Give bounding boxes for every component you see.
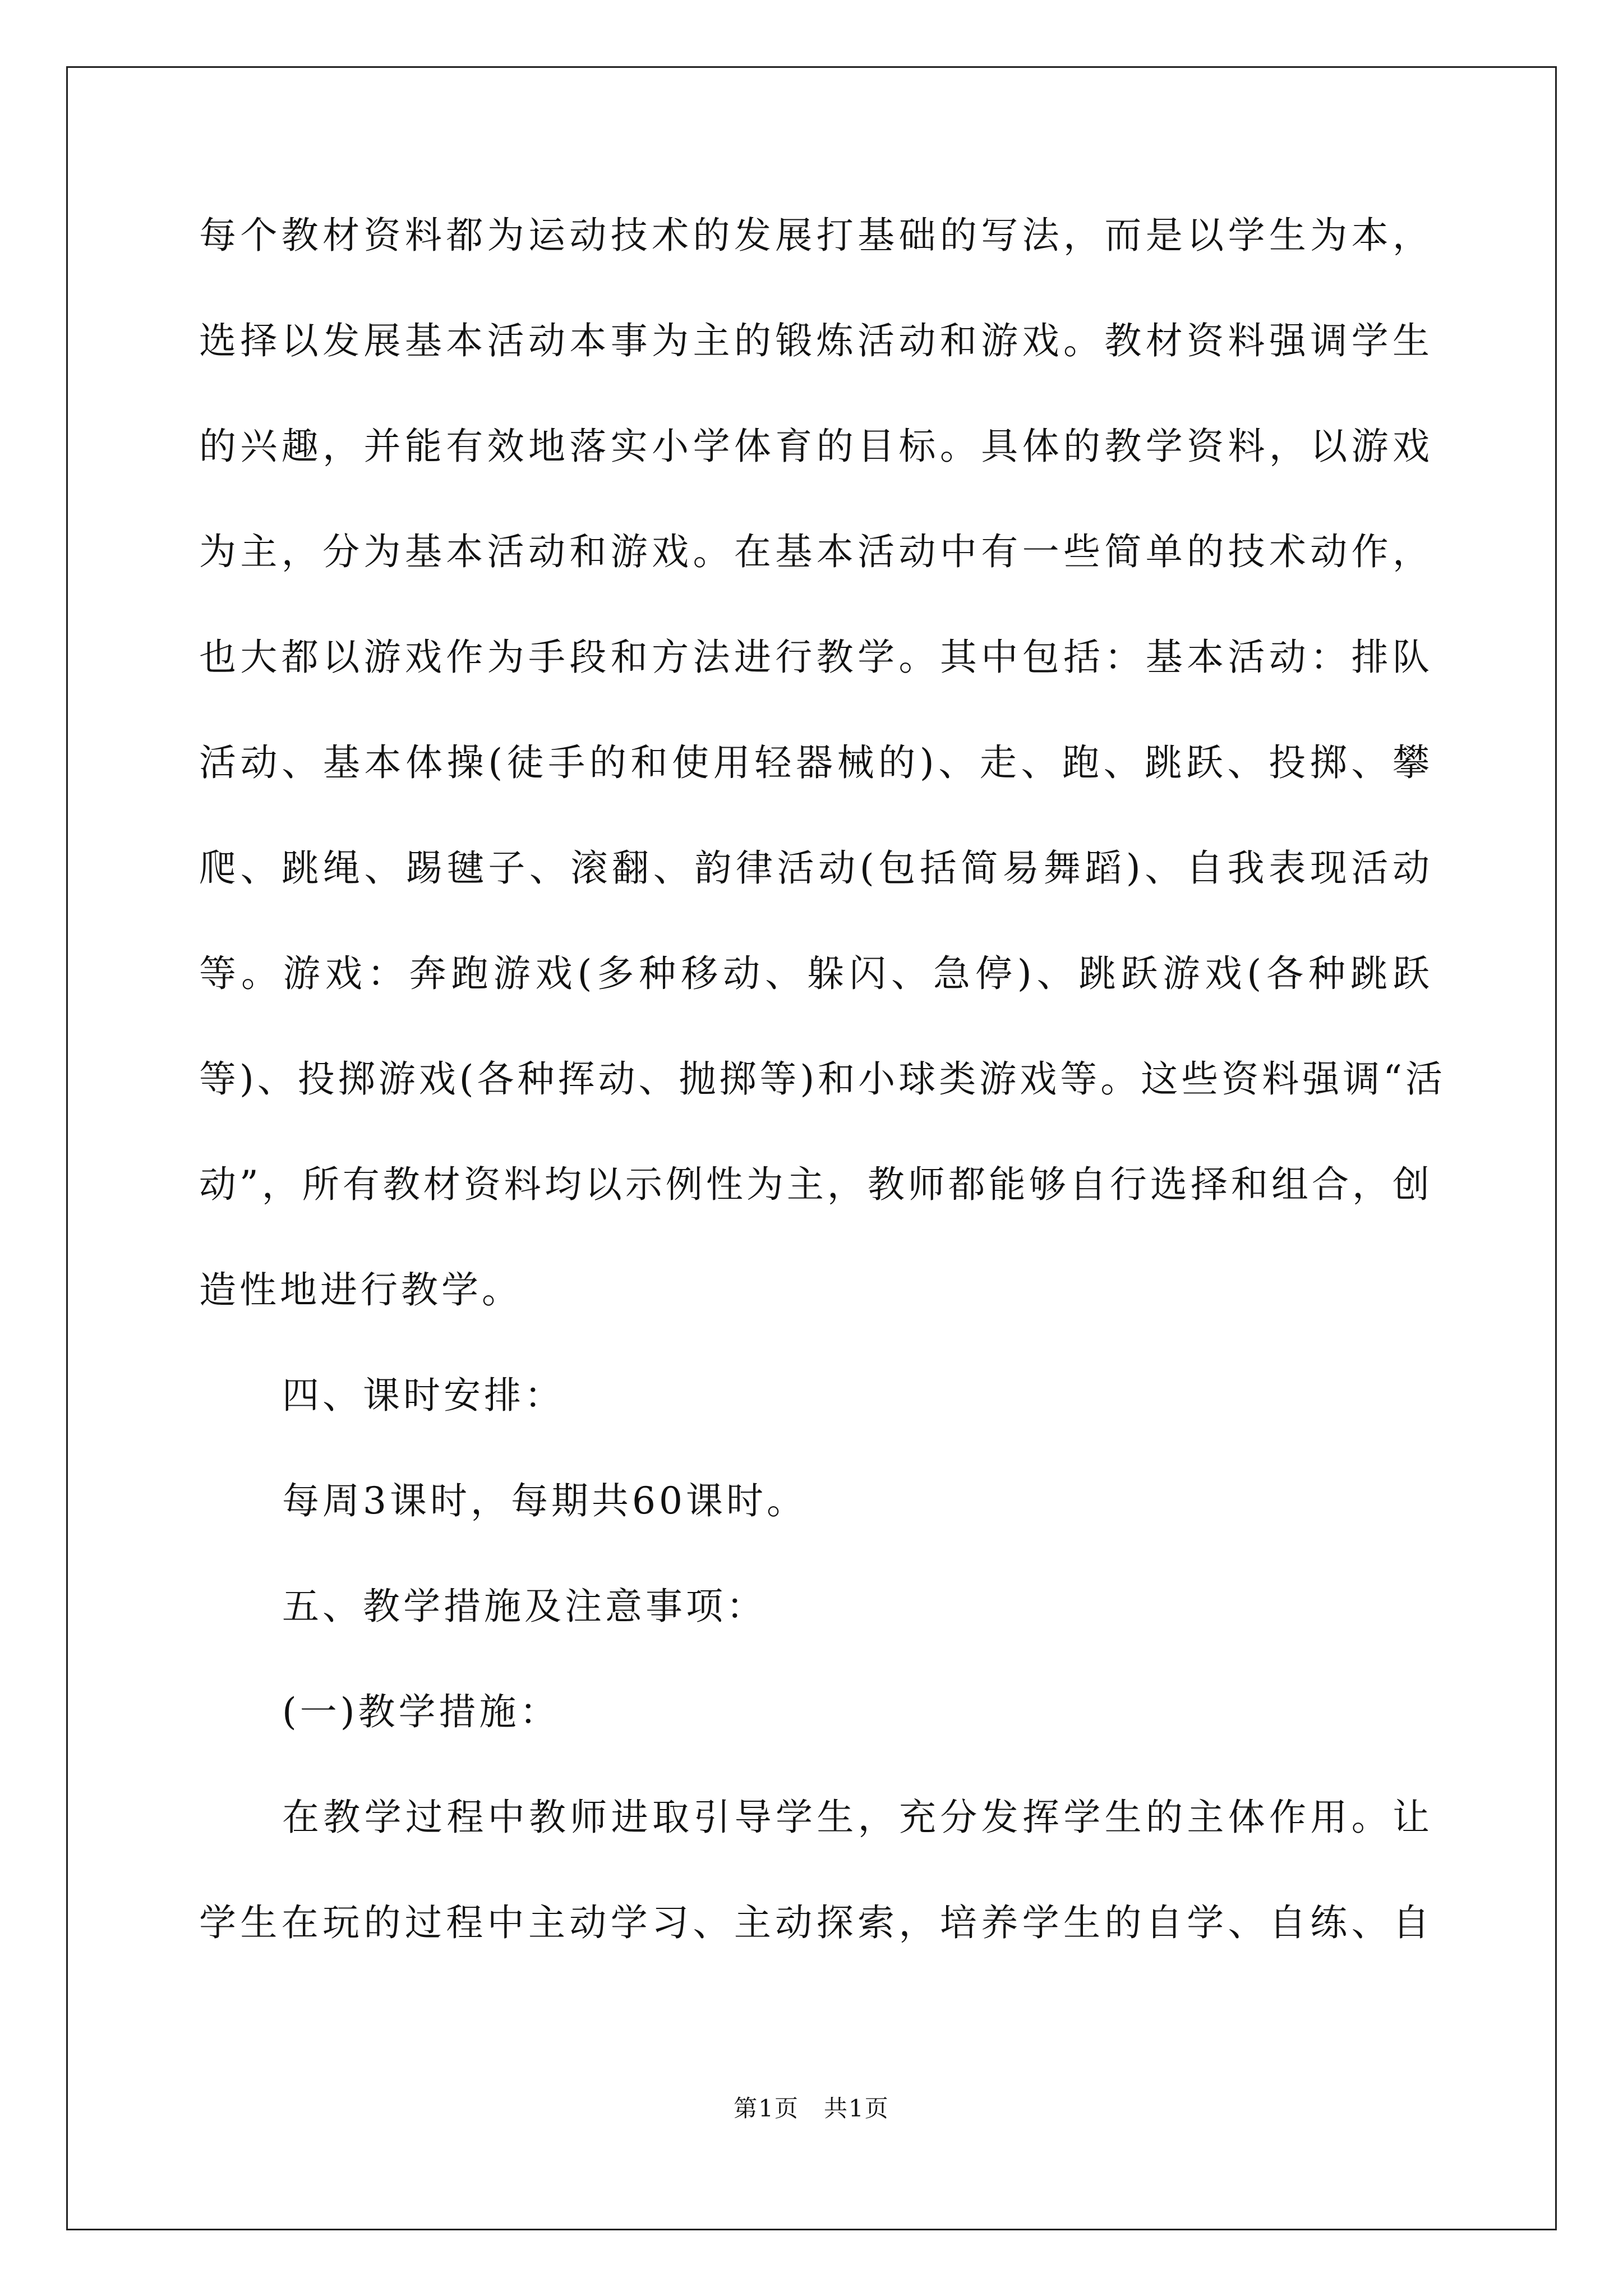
document-body	[199, 213, 1446, 2006]
paragraph-line: 学生在玩的过程中主动学习、主动探索，培养学生的自学、自练、自	[199, 1901, 1433, 1944]
paragraph-line: 在教学过程中教师进取引导学生，充分发挥学生的主体作用。让	[282, 1796, 1433, 1839]
paragraph-line: 等。游戏：奔跑游戏(多种移动、躲闪、急停)、跳跃游戏(各种跳跃	[199, 952, 1433, 995]
paragraph-line: 动”，所有教材资料均以示例性为主，教师都能够自行选择和组合，创	[199, 1163, 1433, 1206]
paragraph-line: 每周3课时，每期共60课时。	[282, 1479, 807, 1522]
paragraph-line: 为主，分为基本活动和游戏。在基本活动中有一些简单的技术动作，	[199, 530, 1433, 573]
subsection-heading: (一)教学措施：	[282, 1690, 560, 1733]
paragraph-line: 活动、基本体操(徒手的和使用轻器械的)、走、跑、跳跃、投掷、攀	[199, 741, 1433, 784]
paragraph-line: 造性地进行教学。	[199, 1268, 522, 1312]
paragraph-line: 每个教材资料都为运动技术的发展打基础的写法，而是以学生为本，	[199, 214, 1433, 257]
page-footer: 第1页 共1页	[734, 2095, 889, 2122]
section-heading: 四、课时安排：	[282, 1374, 565, 1417]
paragraph-line: 的兴趣，并能有效地落实小学体育的目标。具体的教学资料，以游戏	[199, 425, 1433, 468]
paragraph-line: 爬、跳绳、踢毽子、滚翻、韵律活动(包括简易舞蹈)、自我表现活动	[199, 846, 1433, 890]
paragraph-line: 也大都以游戏作为手段和方法进行教学。其中包括：基本活动：排队	[199, 636, 1433, 679]
paragraph-line: 等)、投掷游戏(各种挥动、抛掷等)和小球类游戏等。这些资料强调“活	[199, 1057, 1446, 1101]
section-heading: 五、教学措施及注意事项：	[282, 1585, 767, 1628]
paragraph-line: 选择以发展基本活动本事为主的锻炼活动和游戏。教材资料强调学生	[199, 319, 1433, 362]
